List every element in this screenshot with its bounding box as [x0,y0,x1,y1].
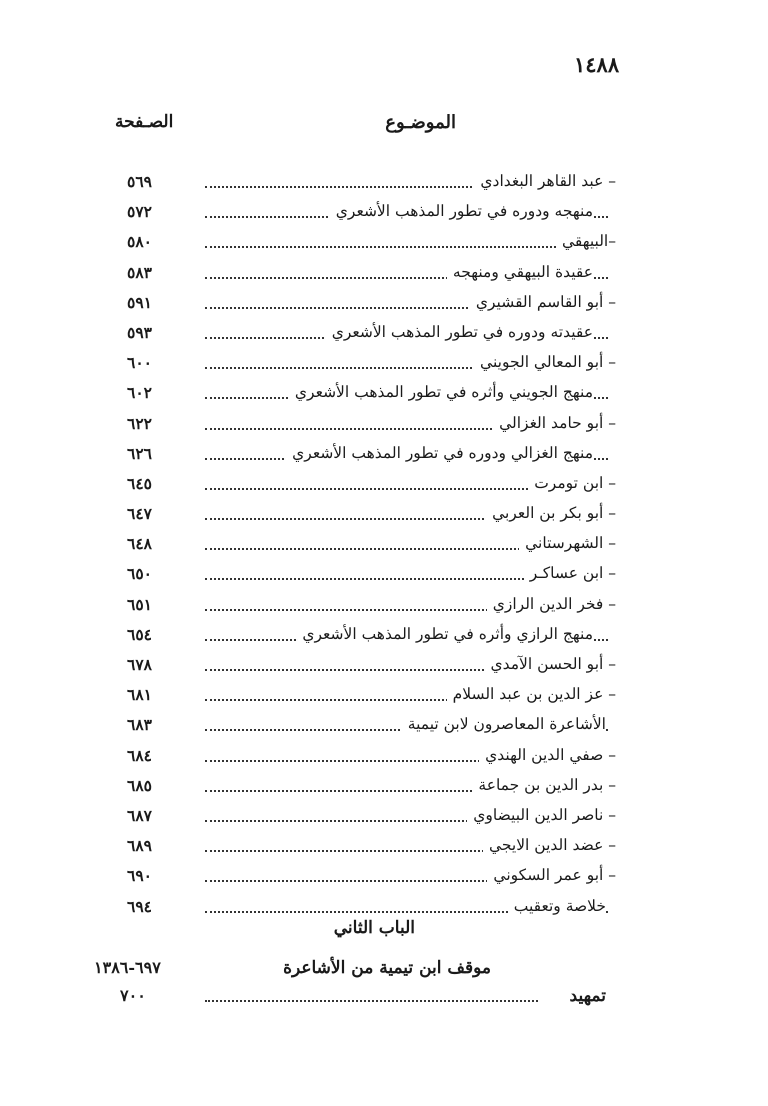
toc-entry-title: – ابن عساكـر [524,564,616,582]
toc-entry-page: ٦٤٧ [127,504,152,524]
toc-entry-page: ٦٥٠ [127,564,152,584]
toc-entry-title: الأشاعرة المعاصرون لابن تيمية [402,715,606,733]
toc-entry [0,472,768,502]
toc-entry-title: – الشهرستاني [519,534,616,552]
toc-entry [0,683,768,713]
toc-entry-title: – فخر الدين الرازي [487,595,616,613]
toc-entry-title: – أبو حامد الغزالي [493,414,616,432]
page-number: ١٤٨٨ [574,52,620,77]
toc-entry [0,744,768,774]
page-column-header: الصـفحة [115,112,174,132]
chapter-label: الباب الثاني [333,918,415,938]
toc-entry-title: منهج الغزالي ودوره في تطور المذهب الأشعري [286,444,593,462]
toc-entry-title: – أبو عمر السكوني [487,866,616,884]
toc-entry [0,321,768,351]
toc-entry-page: ٥٧٢ [127,202,152,222]
intro-entry [0,986,768,1016]
toc-entry-page: ٦٨٤ [127,745,152,765]
toc-entry-title: – ناصر الدين البيضاوي [467,806,616,824]
toc-entry-title: منهج الرازي وأثره في تطور المذهب الأشعري [296,625,593,643]
toc-entry-page: ٦٢٦ [127,443,152,463]
toc-entry-page: ٦٥١ [127,594,152,614]
toc-entry-title: – أبو الحسن الآمدي [484,655,616,673]
toc-entry-page: ٦٩٠ [127,866,152,886]
toc-entry-title: – عضد الدين الايجي [483,836,616,854]
toc-entry-title: – بدر الدين بن جماعة [472,776,616,794]
toc-entry-title: منهجه ودوره في تطور المذهب الأشعري [330,202,593,220]
toc-entry [0,834,768,864]
toc-entry-title: – صفي الدين الهندي [479,746,616,764]
toc-entry-page: ٦٤٥ [127,473,152,493]
toc-entry [0,412,768,442]
toc-entry-title: عقيدة البيهقي ومنهجه [447,263,593,281]
toc-entry [0,623,768,653]
topic-column-header: الموضـوع [385,112,456,133]
toc-entry [0,532,768,562]
toc-entry [0,593,768,623]
intro-page: ٧٠٠ [120,986,146,1005]
toc-entry [0,804,768,834]
toc-entry-page: ٥٩٣ [127,322,152,342]
toc-entry-title: – عز الدين بن عبد السلام [447,685,616,703]
toc-entry-title: عقيدته ودوره في تطور المذهب الأشعري [326,323,593,341]
toc-entry [0,291,768,321]
toc-entry [0,502,768,532]
toc-entry-title: – أبو المعالي الجويني [474,353,616,371]
toc-entry-page: ٦٩٤ [127,896,152,916]
toc-entry [0,230,768,260]
toc-entry-page: ٦٨٧ [127,805,152,825]
toc-entry [0,653,768,683]
chapter-title: موقف ابن تيمية من الأشاعرة [283,958,491,978]
leader-dots [205,246,608,248]
toc-entry-page: ٦٨٥ [127,775,152,795]
toc-list [0,170,768,925]
toc-entry-page: ٦٨٣ [127,715,152,735]
toc-entry-title: – ابن تومرت [528,474,616,492]
toc-entry-title: – أبو القاسم القشيري [470,293,616,311]
toc-entry-page: ٦٠٠ [127,353,152,373]
toc-entry [0,351,768,381]
toc-entry-title: خلاصة وتعقيب [508,897,606,915]
toc-entry [0,381,768,411]
toc-entry [0,713,768,743]
toc-entry-page: ٦٤٨ [127,534,152,554]
leader-dots [205,1000,538,1002]
toc-entry [0,864,768,894]
toc-entry-page: ٥٨٣ [127,262,152,282]
intro-title: تمهيد [564,986,606,1006]
toc-entry [0,774,768,804]
toc-entry-page: ٥٨٠ [127,232,152,252]
toc-entry-title: –البيهقي [556,232,616,250]
toc-header [0,112,768,142]
chapter-page-range: ٦٩٧-١٣٨٦ [94,958,161,977]
toc-entry [0,562,768,592]
toc-entry-title: منهج الجويني وأثره في تطور المذهب الأشعري [289,383,593,401]
toc-entry [0,170,768,200]
toc-entry-page: ٦٢٢ [127,413,152,433]
toc-entry-page: ٥٩١ [127,292,152,312]
toc-entry-title: – أبو بكر بن العربي [486,504,616,522]
toc-entry [0,200,768,230]
toc-entry-page: ٦٠٢ [127,383,152,403]
toc-entry [0,261,768,291]
toc-entry-page: ٥٦٩ [127,172,152,191]
toc-entry-page: ٦٨١ [127,685,152,705]
toc-entry-page: ٦٨٩ [127,836,152,856]
toc-entry-page: ٦٧٨ [127,655,152,674]
toc-entry-page: ٦٥٤ [127,624,152,644]
toc-entry-title: – عبد القاهر البغدادي [474,172,616,190]
toc-entry [0,442,768,472]
